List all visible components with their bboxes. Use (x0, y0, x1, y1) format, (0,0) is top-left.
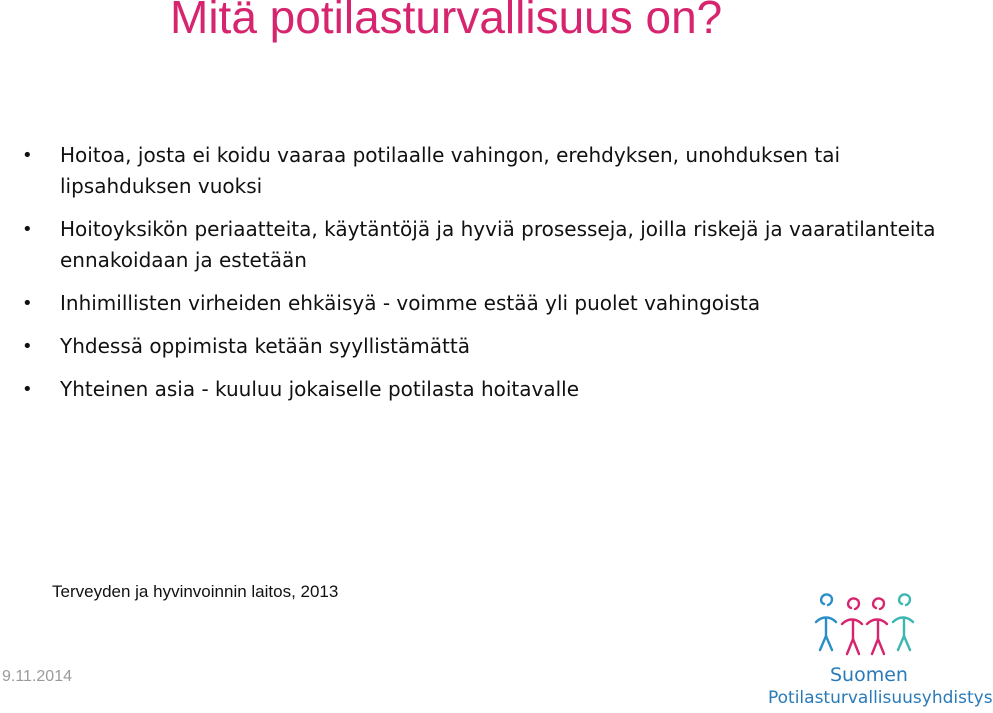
figure-middle-right-icon (867, 598, 887, 654)
bullet-dot-icon: • (22, 219, 33, 240)
bullet-item (20, 140, 940, 202)
bullet-text: Yhteinen asia - kuuluu jokaiselle potilasta hoitavalle (60, 377, 580, 401)
figure-left-icon (816, 594, 836, 650)
bullet-text: Hoitoyksikön periaatteita, käytäntöjä ja hyviä prosesseja, joilla riskejä ja vaaratilanteita ennakoidaan ja estetään (60, 217, 936, 272)
bullet-dot-icon: • (22, 379, 33, 400)
bullet-dot-icon: • (22, 145, 33, 166)
bullet-dot-icon: • (22, 336, 33, 357)
organization-logo (760, 588, 993, 713)
logo-text-suomen: Suomen (830, 664, 908, 686)
figure-right-icon (893, 594, 913, 650)
bullet-list (20, 140, 940, 417)
slide-date: 9.11.2014 (2, 668, 72, 685)
bullet-item (20, 374, 940, 405)
bullet-text: Yhdessä oppimista ketään syyllistämättä (60, 334, 470, 358)
bullet-dot-icon: • (22, 293, 33, 314)
bullet-text: Inhimillisten virheiden ehkäisyä - voimme estää yli puolet vahingoista (60, 291, 761, 315)
bullet-item (20, 214, 940, 276)
slide-title: Mitä potilasturvallisuus on? (170, 0, 723, 43)
logo-text-organization: Potilasturvallisuusyhdistys (768, 688, 993, 708)
bullet-text: Hoitoa, josta ei koidu vaaraa potilaalle vahingon, erehdyksen, unohduksen tai lipsahduksen vuoksi (60, 143, 841, 198)
source-citation: Terveyden ja hyvinvoinnin laitos, 2013 (52, 582, 339, 601)
people-figures-icon (810, 588, 920, 660)
figure-middle-left-icon (842, 598, 862, 654)
bullet-item (20, 331, 940, 362)
bullet-item (20, 288, 940, 319)
